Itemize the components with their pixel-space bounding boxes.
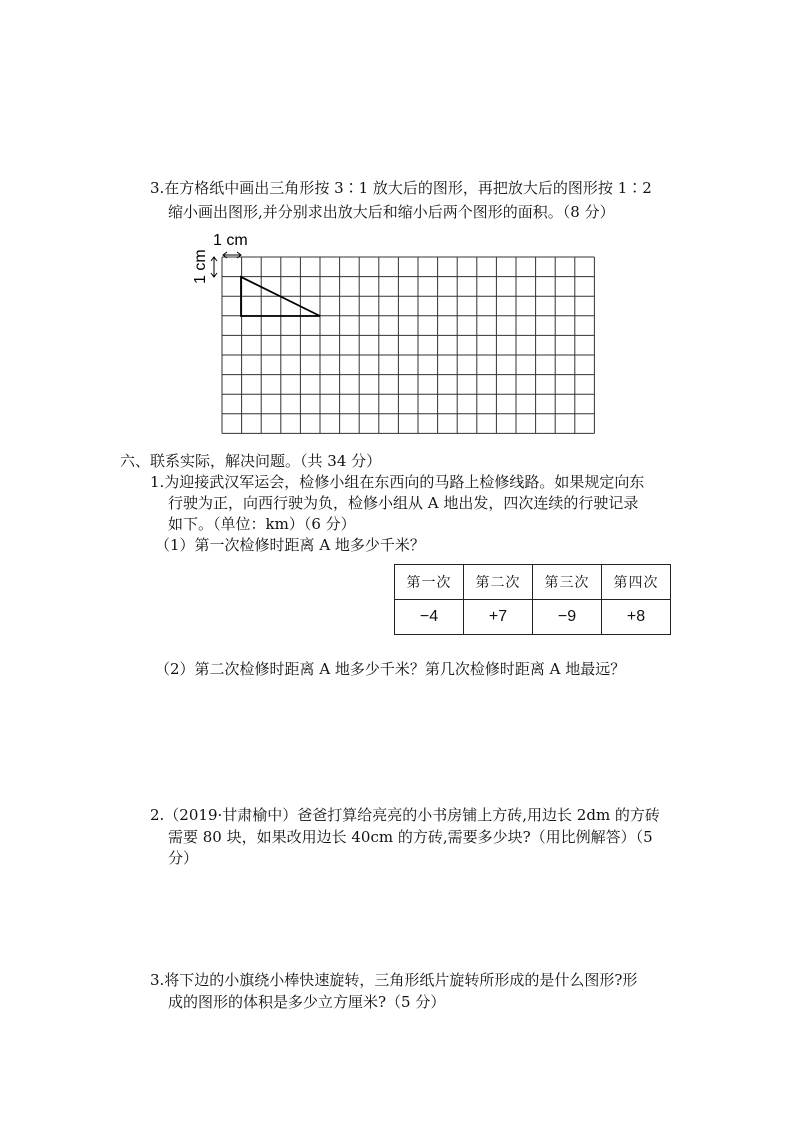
grid-label-horizontal: 1 cm [213, 232, 248, 249]
table-header: 第三次 [533, 565, 602, 600]
problem-1-sub-1: （1）第一次检修时距离 A 地多少千米？ [155, 536, 425, 554]
grid-figure [190, 228, 610, 440]
table-cell: +8 [602, 600, 671, 635]
table-header: 第一次 [395, 565, 464, 600]
table-cell: +7 [464, 600, 533, 635]
problem-1-line-2: 行驶为正，向西行驶为负，检修小组从 A 地出发，四次连续的行驶记录 [168, 494, 639, 512]
problem-1-line-1: 1.为迎接武汉军运会，检修小组在东西向的马路上检修线路。如果规定向东 [150, 473, 645, 491]
table-header: 第二次 [464, 565, 533, 600]
problem-3-line-2: 成的图形的体积是多少立方厘米?（5 分） [168, 993, 446, 1011]
table-cell: −9 [533, 600, 602, 635]
table-header: 第四次 [602, 565, 671, 600]
problem-1-sub-2: （2）第二次检修时距离 A 地多少千米？第几次检修时距离 A 地最远？ [155, 660, 626, 678]
problem-2-line-1: 2.（2019·甘肃榆中）爸爸打算给亮亮的小书房铺上方砖,用边长 2dm 的方砖 [150, 806, 660, 824]
q3-line-1: 3.在方格纸中画出三角形按 3∶1 放大后的图形，再把放大后的图形按 1∶2 [150, 179, 652, 197]
q3-line-2: 缩小画出图形,并分别求出放大后和缩小后两个图形的面积。（8 分） [168, 203, 615, 221]
problem-3-line-1: 3.将下边的小旗绕小棒快速旋转，三角形纸片旋转所形成的是什么图形?形 [150, 971, 638, 989]
grid-lines [222, 257, 594, 433]
section-6-title: 六、联系实际，解决问题。（共 34 分） [120, 452, 382, 470]
problem-2-line-3: 分） [168, 849, 199, 867]
problem-2-line-2: 需要 80 块，如果改用边长 40cm 的方砖,需要多少块?（用比例解答）（5 [168, 828, 653, 846]
grid-label-vertical: 1 cm [192, 249, 209, 284]
table-cell: −4 [395, 600, 464, 635]
driving-record-table [394, 564, 671, 635]
problem-1-line-3: 如下。（单位：km）（6 分） [168, 515, 356, 533]
